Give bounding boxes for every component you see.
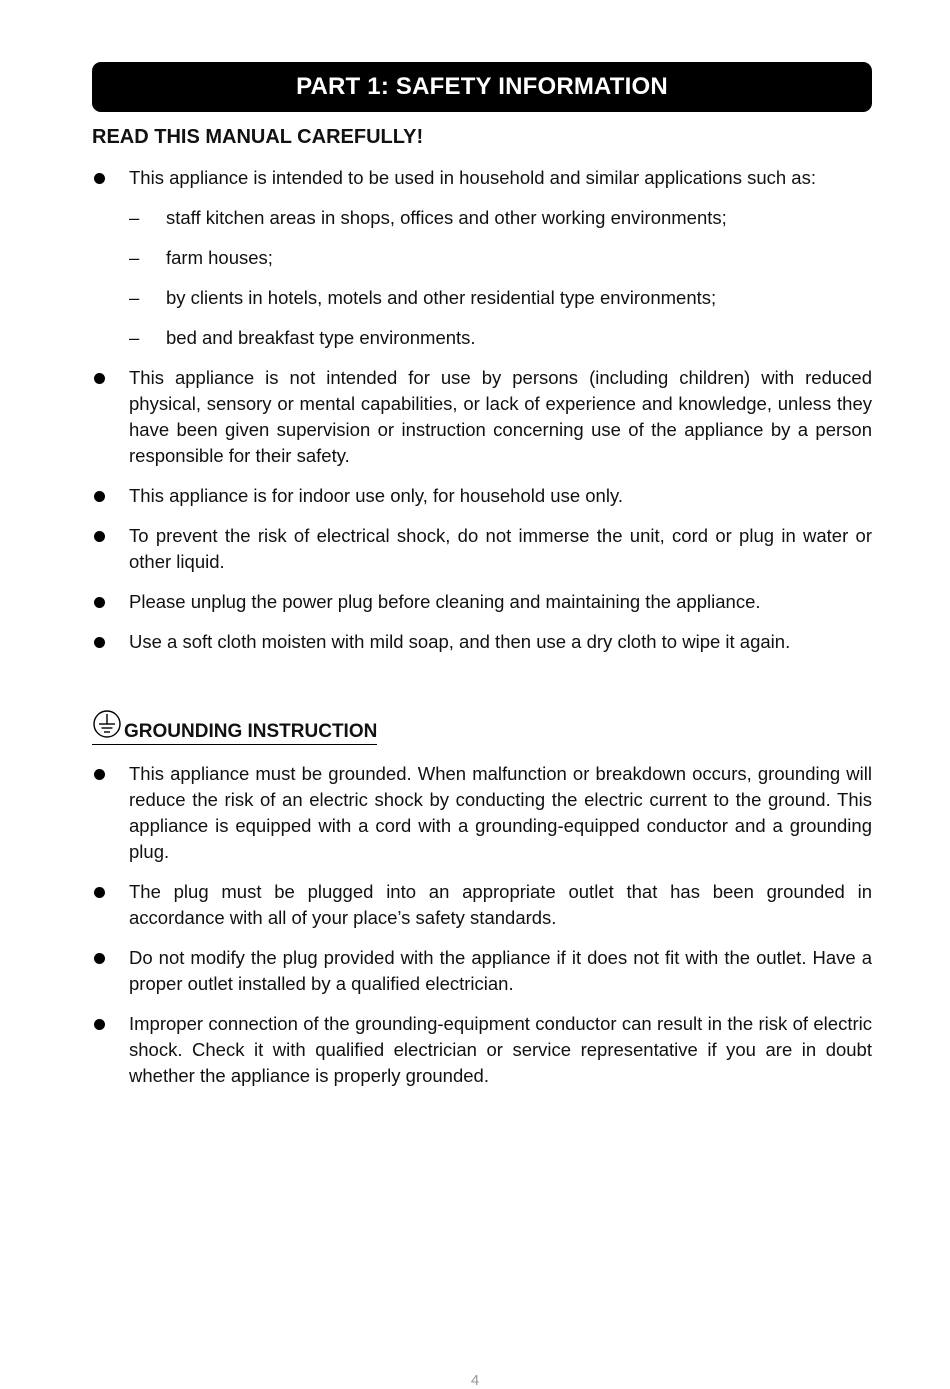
page-number: 4 (470, 1372, 480, 1389)
bullet-text: To prevent the risk of electrical shock, do not immerse the unit, cord or plug in water or other liquid. (129, 525, 872, 572)
grounding-bullet-list (92, 761, 872, 1089)
list-item (92, 165, 872, 351)
bullet-icon (94, 887, 105, 898)
dash-icon: – (129, 247, 140, 268)
section-title: PART 1: SAFETY INFORMATION (296, 73, 668, 100)
bullet-icon (94, 491, 105, 502)
list-item (92, 629, 872, 655)
bullet-text: Do not modify the plug provided with the appliance if it does not fit with the outlet. Have a proper outlet installed by a qualified electrician. (129, 947, 872, 994)
bullet-icon (94, 769, 105, 780)
sub-item-text: farm houses; (166, 247, 273, 268)
grounding-heading (92, 709, 377, 745)
bullet-icon (94, 597, 105, 608)
list-item (92, 589, 872, 615)
sub-list-item (129, 285, 872, 311)
bullet-icon (94, 173, 105, 184)
list-item (92, 879, 872, 931)
safety-bullet-list (92, 165, 872, 655)
read-manual-heading: READ THIS MANUAL CAREFULLY! (92, 126, 424, 148)
bullet-icon (94, 953, 105, 964)
list-item (92, 1011, 872, 1089)
dash-icon: – (129, 327, 140, 348)
bullet-icon (94, 637, 105, 648)
ground-symbol-icon (92, 709, 122, 739)
sub-item-text: bed and breakfast type environments. (166, 327, 476, 348)
sub-list-item (129, 245, 872, 271)
sub-list-item (129, 325, 872, 351)
dash-icon: – (129, 207, 140, 228)
bullet-text: Improper connection of the grounding-equipment conductor can result in the risk of electric shock. Check it with qualified electrician or service representative if you are in doubt whether the appliance is properly grounded. (129, 1013, 872, 1086)
sub-item-text: staff kitchen areas in shops, offices and other working environments; (166, 207, 727, 228)
section-title-bar (92, 62, 872, 112)
bullet-text: This appliance is not intended for use by persons (including children) with reduced physical, sensory or mental capabilities, or lack of experience and knowledge, unless they have been given supervision or instruction concerning use of the appliance by a person responsible for their safety. (129, 367, 872, 466)
list-item (92, 365, 872, 469)
bullet-text: This appliance must be grounded. When malfunction or breakdown occurs, grounding will reduce the risk of an electric shock by conducting the electric current to the ground. This appliance is equipped with a cord with a grounding-equipped conductor and a grounding plug. (129, 763, 872, 862)
manual-page (92, 62, 872, 1089)
list-item (92, 761, 872, 865)
bullet-icon (94, 1019, 105, 1030)
sub-list-item (129, 205, 872, 231)
list-item (92, 523, 872, 575)
sub-item-text: by clients in hotels, motels and other residential type environments; (166, 287, 717, 308)
grounding-heading-text: GROUNDING INSTRUCTION (124, 721, 378, 742)
usage-sub-list (129, 205, 872, 351)
bullet-text: The plug must be plugged into an appropriate outlet that has been grounded in accordance with all of your place’s safety standards. (129, 881, 872, 928)
list-item (92, 483, 872, 509)
bullet-icon (94, 373, 105, 384)
bullet-text: Please unplug the power plug before cleaning and maintaining the appliance. (129, 591, 761, 612)
dash-icon: – (129, 287, 140, 308)
bullet-icon (94, 531, 105, 542)
list-item (92, 945, 872, 997)
bullet-text: This appliance is intended to be used in household and similar applications such as: (129, 167, 816, 188)
bullet-text: This appliance is for indoor use only, for household use only. (129, 485, 623, 506)
bullet-text: Use a soft cloth moisten with mild soap, and then use a dry cloth to wipe it again. (129, 631, 791, 652)
grounding-section (92, 709, 872, 1089)
